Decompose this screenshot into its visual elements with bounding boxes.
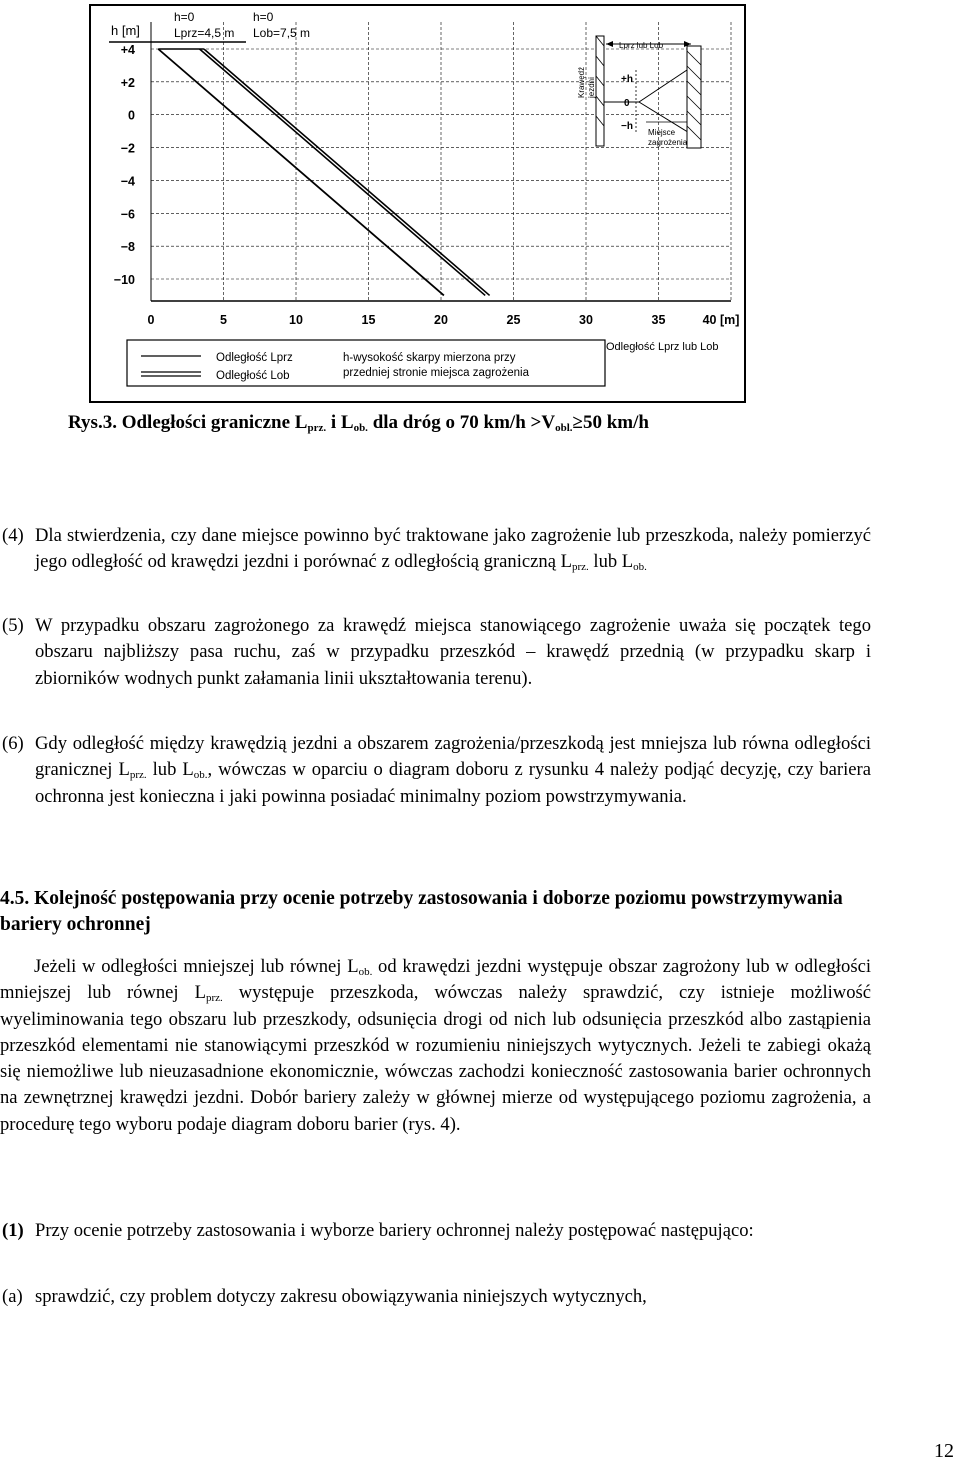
caption-part-b: i L <box>326 412 354 433</box>
section-body-sub-ob: ob. <box>358 966 373 978</box>
paragraph-5-text: W przypadku obszaru zagrożonego za krawędź miejsca stanowiącego zagrożenie uważa się początek tego obszaru najbliższy pasa ruchu, zaś w przypadku przeszkód – krawędź przednią (w przypadku skarp i zbiorników wodnych punkt załamania linii ukształtowania terenu). <box>35 615 871 689</box>
x-tick-label: 15 <box>361 313 376 327</box>
caption-part-d: ≥50 km/h <box>572 412 649 433</box>
inset-plus-h: +h <box>621 74 633 85</box>
inset-hazard-2: zagrożenia <box>648 138 688 147</box>
page-number: 12 <box>934 1440 954 1462</box>
caption-sub-ob: ob. <box>353 422 368 434</box>
paragraph-6-sub-prz: prz. <box>129 769 147 782</box>
h-axis-header: h [m] <box>111 23 140 38</box>
paragraph-4-sub-ob: ob. <box>633 561 647 574</box>
paragraph-4-sub-prz: prz. <box>571 561 589 574</box>
y-tick-label: −4 <box>120 174 135 189</box>
section-body-part-b: od krawędzi jezdni występuje obszar zagrożony lub w odległości mniejszej lub równej L <box>0 956 872 1004</box>
paragraph-6 <box>2 731 871 810</box>
y-tick-label: 0 <box>128 108 135 123</box>
caption-sub-obl: obl. <box>555 422 573 434</box>
x-tick-label: 0 <box>147 313 155 327</box>
y-tick-label: +4 <box>120 43 135 57</box>
y-tick-label: +2 <box>120 75 135 90</box>
x-tick-label: 35 <box>651 313 666 327</box>
section-body-sub-prz: prz. <box>205 992 223 1005</box>
chart-series <box>158 49 489 295</box>
series-lob-line-a <box>200 49 486 295</box>
figure-rys3 <box>89 4 746 403</box>
col1-h: h=0 <box>174 10 195 24</box>
col1-lprz: Lprz=4,5 m <box>174 26 235 40</box>
paragraph-4-label: (4) <box>2 525 24 546</box>
section-heading: 4.5. Kolejność postępowania przy ocenie potrzeby zastosowania i doborze poziomu powstrzymywania bariery ochronnej <box>0 888 843 935</box>
section-body <box>0 954 871 1138</box>
paragraph-5 <box>2 613 871 692</box>
caption-part-a: Rys.3. Odległości graniczne L <box>68 412 308 433</box>
paragraph-6-sub-ob: ob. <box>193 769 208 782</box>
paragraph-6-label: (6) <box>2 733 24 754</box>
inset-minus-h: −h <box>621 121 633 132</box>
paragraph-6-part-a: Gdy odległość między krawędzią jezdni a obszarem zagrożenia/przeszkodą jest mniejsza lub równa odległości granicznej L <box>35 733 871 781</box>
caption-part-c: dla dróg o 70 km/h >V <box>367 412 556 433</box>
x-tick-label: 30 <box>579 313 593 327</box>
inset-arrow-left <box>606 41 613 47</box>
inset-hazard-1: Miejsce <box>648 128 676 137</box>
y-tick-labels <box>114 43 135 287</box>
x-tick-label: 20 <box>434 313 448 327</box>
paragraph-6-part-c: , wówczas w oparciu o diagram doboru z rysunku 4 należy podjąć decyzję, czy bariera ochronna jest konieczna i jaki powinna posiadać minimalny poziom powstrzymywania. <box>35 759 871 807</box>
caption-sub-prz: prz. <box>307 422 327 434</box>
series-lprz-line <box>158 49 444 295</box>
paragraph-6-part-b: lub L <box>146 759 194 781</box>
paragraph-1-label: (1) <box>2 1220 24 1241</box>
paragraph-a-label: (a) <box>2 1286 23 1307</box>
paragraph-4-text: Dla stwierdzenia, czy dane miejsce powinno być traktowane jako zagrożenie lub przeszkoda, należy pomierzyć jego odległość od krawędzi jezdni i porównać z odległością graniczną L <box>35 525 871 573</box>
x-tick-label: 5 <box>220 313 227 327</box>
inset-edge-label-2: jezdni <box>587 77 596 98</box>
inset-caption: Odległość Lprz lub Lob <box>606 341 719 353</box>
paragraph-1 <box>2 1218 871 1244</box>
inset-zero: 0 <box>624 98 630 109</box>
chart-grid <box>151 22 731 301</box>
y-tick-label: −6 <box>120 207 135 222</box>
col2-h: h=0 <box>253 10 274 24</box>
y-tick-label: −10 <box>113 273 135 287</box>
paragraph-5-label: (5) <box>2 615 24 636</box>
paragraph-4 <box>2 523 871 576</box>
col2-lob: Lob=7,5 m <box>253 26 311 40</box>
x-tick-labels <box>148 313 740 327</box>
x-tick-label: 25 <box>506 313 521 327</box>
section-body-part-c: występuje przeszkoda, wówczas należy sprawdzić, czy istnieje możliwość wyeliminowania tego obszaru lub przeszkody, odsunięcia drogi od nich lub odsunięcia przeszkód albo zastąpienia przeszkód elementami nie stanowiącymi przeszkód w rozumieniu niniejszych wytycznych. Jeżeli te zabiegi okażą się niemożliwe lub nieuzasadnione ekonomicznie, wówczas zachodzi konieczność zastosowania barier ochronnych na zewnętrznej krawędzi jezdni. Dobór bariery zależy w głównej mierze od występującego poziomu zagrożenia, a procedurę tego wyboru podaje diagram doboru barier (rys. 4). <box>0 982 872 1135</box>
legend-h-desc-1: h-wysokość skarpy mierzona przy <box>343 352 516 364</box>
y-tick-label: −8 <box>120 240 135 255</box>
paragraph-1-text: Przy ocenie potrzeby zastosowania i wyborze bariery ochronnej należy postępować następująco: <box>35 1220 754 1241</box>
figure-caption <box>68 412 868 434</box>
x-tick-label: 40 [m] <box>702 313 740 327</box>
inset-slope-up <box>639 70 687 102</box>
paragraph-a-text: sprawdzić, czy problem dotyczy zakresu obowiązywania niniejszych wytycznych, <box>35 1286 647 1307</box>
inset-diagram <box>577 36 719 353</box>
figure-svg <box>91 6 746 403</box>
x-tick-label: 10 <box>289 313 303 327</box>
section-body-part-a: Jeżeli w odległości mniejszej lub równej L <box>34 956 359 977</box>
paragraph-4-mid: lub L <box>588 551 634 573</box>
inset-edge-label-1: Krawędź <box>577 66 586 98</box>
inset-top-label: Lprz lub Lob <box>619 41 664 50</box>
legend-h-desc-2: przedniej stronie miejsca zagrożenia <box>343 367 530 379</box>
paragraph-a <box>2 1284 871 1310</box>
y-tick-label: −2 <box>120 141 135 156</box>
inset-road-edge <box>596 36 604 146</box>
legend-lob: Odległość Lob <box>216 370 290 382</box>
legend-lprz: Odległość Lprz <box>216 352 293 364</box>
series-lob-line-b <box>204 49 490 295</box>
